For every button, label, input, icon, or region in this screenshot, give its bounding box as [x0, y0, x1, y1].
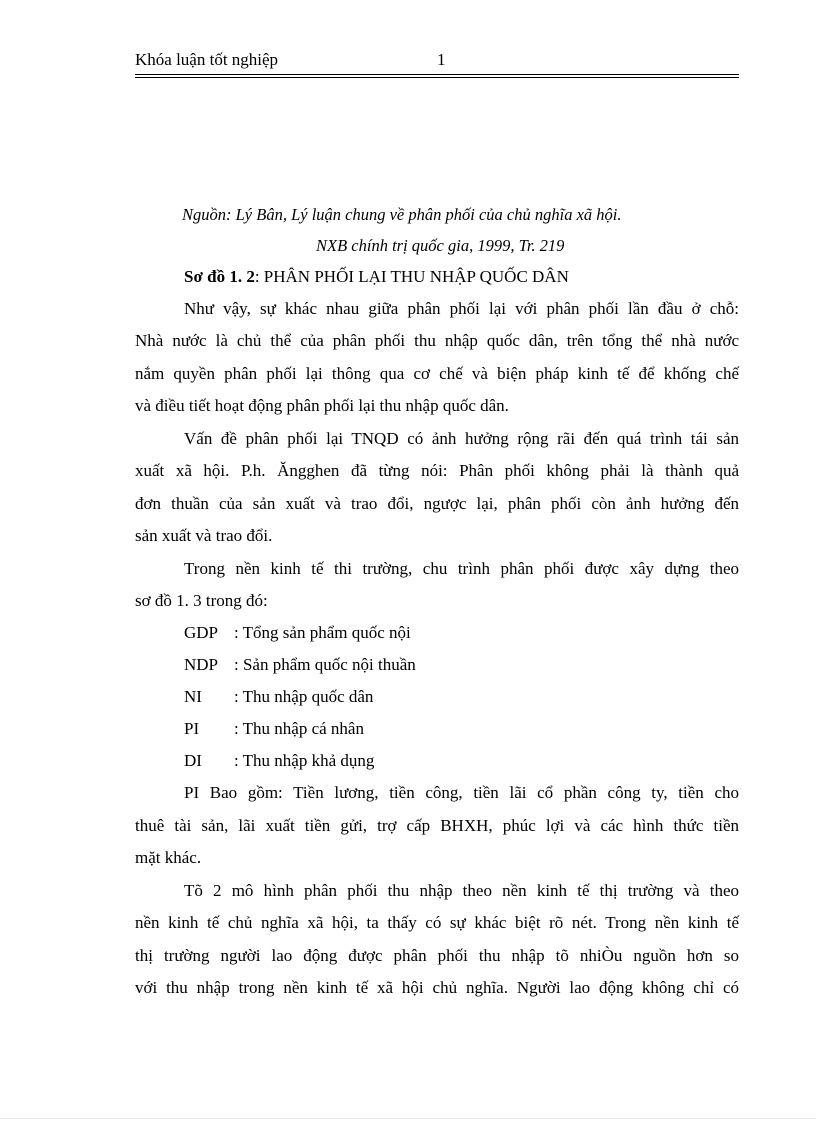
diagram-caption-text: : PHÂN PHỐI LẠI THU NHẬP QUỐC DÂN	[254, 267, 569, 286]
paragraph-5-line: Tõ 2 mô hình phân phối thu nhập theo nền kinh tế thị trường và theo	[184, 881, 739, 900]
source-line-1: Nguồn: Lý Bân, Lý luận chung về phân phối của chủ nghĩa xã hội.	[182, 205, 622, 224]
definition-abbr: NDP	[184, 655, 219, 674]
definition-text: : Thu nhập khả dụng	[234, 751, 375, 770]
paragraph-3-line: sơ đồ 1. 3 trong đó:	[135, 591, 268, 610]
definition-text: : Thu nhập cá nhân	[234, 719, 364, 738]
page-header	[135, 48, 739, 72]
paragraph-5-line: thị trường người lao động được phân phối thu nhập tõ nhiÒu nguồn hơn so	[135, 946, 739, 965]
header-rule-top	[135, 74, 739, 75]
paragraph-2-line: đơn thuần của sản xuất và trao đổi, ngược lại, phân phối còn ảnh hưởng đến	[135, 494, 739, 513]
paragraph-2-line: Vấn đề phân phối lại TNQD có ảnh hưởng rộng rãi đến quá trình tái sản	[184, 429, 739, 448]
source-line-2: NXB chính trị quốc gia, 1999, Tr. 219	[316, 236, 565, 255]
paragraph-1-line: nắm quyền phân phối lại thông qua cơ chế và biện pháp kinh tế để khống chế	[135, 364, 739, 383]
paragraph-2-line: xuất xã hội. P.h. Ăngghen đã từng nói: Phân phối không phải là thành quả	[135, 461, 739, 480]
definition-item	[184, 684, 739, 710]
header-rule-bottom	[135, 77, 739, 78]
definition-text: : Thu nhập quốc dân	[234, 687, 374, 706]
definition-item	[184, 716, 739, 742]
definition-abbr: DI	[184, 751, 202, 770]
definition-item	[184, 748, 739, 774]
page-bottom-edge	[0, 1118, 816, 1119]
definition-item	[184, 652, 739, 678]
paragraph-1-line: Như vậy, sự khác nhau giữa phân phối lại với phân phối lần đầu ở chỗ:	[184, 299, 739, 318]
paragraph-4-line: PI Bao gồm: Tiền lương, tiền công, tiền lãi cổ phần công ty, tiền cho	[184, 783, 739, 802]
definition-abbr: PI	[184, 719, 200, 738]
paragraph-5-line: nền kinh tế chủ nghĩa xã hội, ta thấy có sự khác biệt rõ nét. Trong nền kinh tế	[135, 913, 739, 932]
definition-item	[184, 620, 739, 646]
paragraph-1-line: Nhà nước là chủ thể của phân phối thu nhập quốc dân, trên tổng thể nhà nước	[135, 331, 739, 350]
diagram-caption	[184, 264, 739, 290]
definition-text: : Tổng sản phẩm quốc nội	[234, 623, 411, 642]
paragraph-5-line: với thu nhập trong nền kinh tế xã hội chủ nghĩa. Người lao động không chỉ có	[135, 978, 739, 997]
paragraph-1-line: và điều tiết hoạt động phân phối lại thu nhập quốc dân.	[135, 396, 509, 415]
page-number: 1	[437, 50, 446, 69]
header-title: Khóa luận tốt nghiệp	[135, 50, 279, 69]
paragraph-4-line: thuê tài sản, lãi xuất tiền gửi, trợ cấp BHXH, phúc lợi và các hình thức tiền	[135, 816, 739, 835]
definition-abbr: NI	[184, 687, 202, 706]
paragraph-2-line: sản xuất và trao đổi.	[135, 526, 273, 545]
paragraph-4-line: mặt khác.	[135, 848, 202, 867]
definition-abbr: GDP	[184, 623, 219, 642]
definition-text: : Sản phẩm quốc nội thuần	[234, 655, 416, 674]
diagram-caption-label: Sơ đồ 1. 2	[184, 267, 255, 286]
paragraph-3-line: Trong nền kinh tế thi trường, chu trình phân phối được xây dựng theo	[184, 559, 739, 578]
